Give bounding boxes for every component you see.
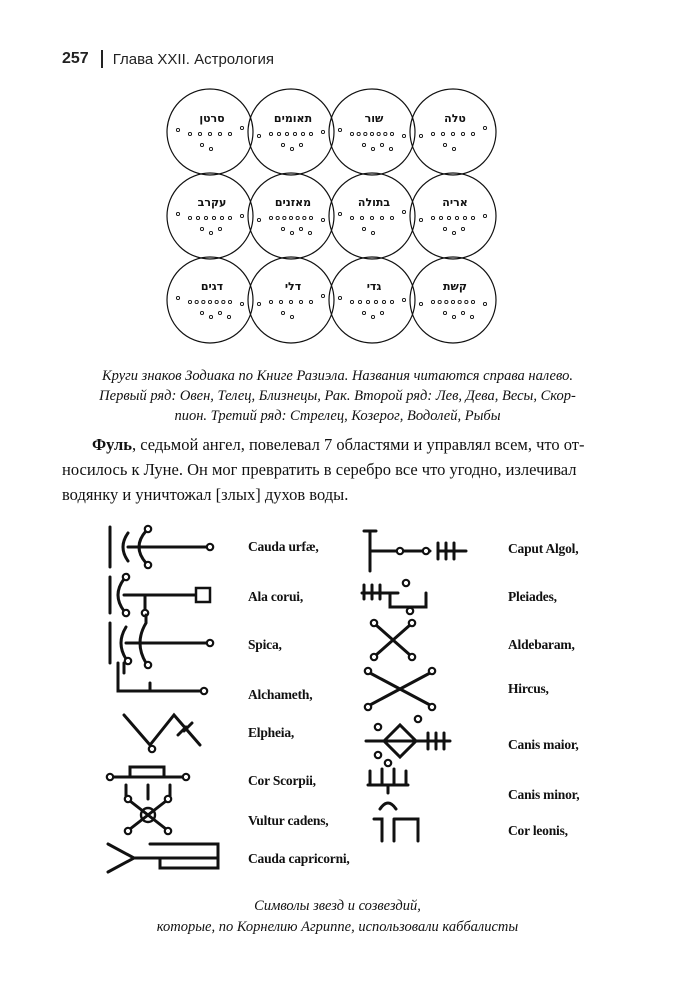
symbol-ring: [125, 796, 131, 802]
zodiac-star-dot: [360, 216, 363, 219]
star-symbol: [362, 580, 426, 614]
zodiac-star-dot: [289, 300, 292, 303]
symbol-stroke: [108, 844, 218, 872]
symbol-ring: [397, 548, 403, 554]
zodiac-star-dot: [371, 315, 374, 318]
zodiac-star-dot: [390, 132, 393, 135]
zodiac-star-dot: [452, 231, 455, 234]
zodiac-sign-circle: [167, 257, 253, 343]
zodiac-star-dot: [371, 231, 374, 234]
zodiac-sign-name: תאומים: [273, 112, 313, 125]
zodiac-sign-name: טלה: [444, 112, 466, 125]
star-symbol: [110, 615, 213, 668]
zodiac-star-dot: [299, 143, 302, 146]
zodiac-star-dot: [240, 214, 243, 217]
star-symbol: [110, 526, 213, 568]
symbol-stroke: [130, 801, 166, 829]
zodiac-star-dot: [362, 143, 365, 146]
zodiac-sign-circle: [329, 257, 415, 343]
symbol-ring: [123, 610, 129, 616]
zodiac-star-dot: [208, 300, 211, 303]
zodiac-star-dot: [218, 227, 221, 230]
symbol-ring: [365, 668, 371, 674]
zodiac-sign-name: גדי: [366, 280, 382, 293]
symbol-stroke: [368, 769, 408, 809]
zodiac-star-dot: [419, 218, 422, 221]
stars-caption: [62, 896, 613, 938]
zodiac-star-dot: [309, 300, 312, 303]
zodiac-star-dot: [198, 132, 201, 135]
zodiac-star-dot: [176, 296, 179, 299]
zodiac-star-dot: [350, 216, 353, 219]
zodiac-star-dot: [220, 216, 223, 219]
zodiac-star-dot: [471, 300, 474, 303]
zodiac-star-dot: [228, 216, 231, 219]
caption-line: Символы звезд и созвездий,: [254, 898, 421, 914]
zodiac-star-dot: [240, 302, 243, 305]
zodiac-star-dot: [374, 300, 377, 303]
zodiac-star-dot: [390, 216, 393, 219]
zodiac-sign-name: מאזנים: [274, 196, 312, 209]
zodiac-sign-circle: [248, 89, 334, 175]
zodiac-star-dot: [452, 147, 455, 150]
zodiac-star-dot: [227, 315, 230, 318]
symbol-ring: [371, 620, 377, 626]
star-symbol: [365, 668, 435, 710]
zodiac-star-dot: [380, 143, 383, 146]
symbol-ring: [207, 640, 213, 646]
zodiac-star-dot: [402, 298, 405, 301]
zodiac-star-dot: [350, 300, 353, 303]
star-name-label: Vultur cadens,: [248, 813, 329, 828]
star-symbols-figure: [90, 515, 570, 885]
paragraph-line: водянку и уничтожал [злых] духов воды.: [62, 485, 349, 504]
zodiac-star-dot: [290, 315, 293, 318]
zodiac-star-dot: [461, 227, 464, 230]
zodiac-sign-name: קשת: [443, 280, 467, 293]
zodiac-star-dot: [218, 132, 221, 135]
star-name-label: Canis minor,: [508, 787, 580, 802]
zodiac-star-dot: [380, 311, 383, 314]
zodiac-star-dot: [443, 227, 446, 230]
symbol-ring: [429, 668, 435, 674]
star-symbol: [125, 796, 171, 834]
zodiac-sign-name: דלי: [284, 280, 302, 293]
zodiac-star-dot: [380, 216, 383, 219]
zodiac-star-dot: [301, 132, 304, 135]
paragraph-text: , седьмой ангел, повелевал 7 областями и управлял всем, что от-: [132, 435, 585, 454]
zodiac-star-dot: [389, 147, 392, 150]
symbol-stroke: [376, 625, 410, 655]
symbol-ring: [365, 704, 371, 710]
chapter-title: Глава XXII. Астрология: [112, 50, 275, 68]
zodiac-star-dot: [277, 132, 280, 135]
zodiac-star-dot: [285, 132, 288, 135]
zodiac-star-dot: [222, 300, 225, 303]
star-symbol: [374, 819, 418, 841]
zodiac-star-dot: [402, 210, 405, 213]
zodiac-star-dot: [431, 216, 434, 219]
zodiac-star-dot: [321, 130, 324, 133]
zodiac-star-dot: [382, 300, 385, 303]
zodiac-star-dot: [257, 134, 260, 137]
zodiac-star-dot: [461, 311, 464, 314]
zodiac-star-dot: [370, 132, 373, 135]
symbol-ring: [429, 704, 435, 710]
angel-name: Фуль: [92, 435, 132, 454]
zodiac-star-dot: [370, 216, 373, 219]
zodiac-star-dot: [200, 227, 203, 230]
zodiac-star-dot: [269, 216, 272, 219]
symbol-ring: [409, 620, 415, 626]
body-paragraph: [62, 432, 617, 507]
zodiac-star-dot: [431, 132, 434, 135]
zodiac-sign-circle: [248, 173, 334, 259]
symbol-stroke: [118, 663, 202, 691]
symbol-box: [196, 588, 210, 602]
zodiac-star-dot: [209, 147, 212, 150]
zodiac-sign-circle: [248, 257, 334, 343]
symbol-ring: [375, 724, 381, 730]
zodiac-sign-circle: [167, 89, 253, 175]
zodiac-star-dot: [358, 300, 361, 303]
star-name-label: Cauda urfæ,: [248, 539, 319, 554]
zodiac-star-dot: [257, 218, 260, 221]
zodiac-star-dot: [419, 302, 422, 305]
zodiac-star-dot: [279, 300, 282, 303]
zodiac-star-dot: [200, 311, 203, 314]
zodiac-circles-figure: [160, 80, 515, 355]
symbol-ring: [125, 828, 131, 834]
symbol-ring: [415, 716, 421, 722]
zodiac-star-dot: [299, 227, 302, 230]
zodiac-star-dot: [289, 216, 292, 219]
zodiac-star-dot: [200, 143, 203, 146]
zodiac-star-dot: [461, 132, 464, 135]
zodiac-star-dot: [458, 300, 461, 303]
star-name-label: Canis maior,: [508, 737, 579, 752]
star-name-label: Hircus,: [508, 681, 549, 696]
star-name-label: Cor Scorpii,: [248, 773, 316, 788]
zodiac-star-dot: [338, 212, 341, 215]
symbol-ring: [385, 760, 391, 766]
zodiac-star-dot: [212, 216, 215, 219]
star-name-label: Cor leonis,: [508, 823, 568, 838]
zodiac-star-dot: [390, 300, 393, 303]
zodiac-star-dot: [308, 231, 311, 234]
zodiac-star-dot: [377, 132, 380, 135]
symbol-stroke: [110, 615, 208, 663]
star-name-label: Caput Algol,: [508, 541, 579, 556]
zodiac-star-dot: [257, 302, 260, 305]
symbol-ring: [403, 580, 409, 586]
symbol-ring: [407, 608, 413, 614]
symbol-ring: [107, 774, 113, 780]
zodiac-star-dot: [196, 216, 199, 219]
zodiac-sign-name: עקרב: [197, 196, 227, 209]
zodiac-star-dot: [299, 300, 302, 303]
zodiac-star-dot: [439, 216, 442, 219]
symbol-ring: [165, 828, 171, 834]
symbol-ring: [207, 544, 213, 550]
symbol-ring: [145, 662, 151, 668]
caption-line: которые, по Корнелию Агриппе, использовали каббалисты: [156, 919, 519, 935]
zodiac-star-dot: [350, 132, 353, 135]
zodiac-star-dot: [483, 214, 486, 217]
paragraph-line: носилось к Луне. Он мог превратить в серебро все что угодно, излечивал: [62, 460, 577, 479]
star-symbol: [364, 531, 466, 571]
zodiac-star-dot: [228, 300, 231, 303]
zodiac-star-dot: [338, 296, 341, 299]
zodiac-star-dot: [362, 311, 365, 314]
zodiac-star-dot: [209, 315, 212, 318]
zodiac-star-dot: [176, 128, 179, 131]
symbol-stroke: [110, 527, 208, 567]
zodiac-star-dot: [445, 300, 448, 303]
zodiac-star-dot: [309, 216, 312, 219]
zodiac-star-dot: [470, 315, 473, 318]
star-name-label: Aldebaram,: [508, 637, 575, 652]
zodiac-sign-circle: [410, 173, 496, 259]
symbol-stroke: [364, 531, 466, 571]
zodiac-star-dot: [209, 231, 212, 234]
zodiac-sign-name: דגים: [200, 280, 224, 293]
zodiac-star-dot: [218, 311, 221, 314]
zodiac-sign-circle: [410, 89, 496, 175]
zodiac-star-dot: [443, 311, 446, 314]
zodiac-star-dot: [443, 143, 446, 146]
zodiac-star-dot: [195, 300, 198, 303]
symbol-ring: [145, 526, 151, 532]
symbol-ring: [165, 796, 171, 802]
zodiac-star-dot: [303, 216, 306, 219]
symbol-ring: [371, 654, 377, 660]
zodiac-star-dot: [338, 128, 341, 131]
zodiac-star-dot: [465, 300, 468, 303]
zodiac-star-dot: [451, 132, 454, 135]
page-number: 257: [62, 50, 89, 67]
running-header: [62, 47, 274, 71]
symbol-stroke: [370, 673, 430, 705]
star-symbol: [108, 844, 218, 872]
zodiac-star-dot: [321, 294, 324, 297]
zodiac-star-dot: [228, 132, 231, 135]
zodiac-star-dot: [371, 147, 374, 150]
zodiac-star-dot: [402, 134, 405, 137]
star-symbol: [366, 716, 450, 758]
zodiac-star-dot: [188, 216, 191, 219]
star-symbol: [118, 663, 207, 694]
zodiac-star-dot: [204, 216, 207, 219]
zodiac-sign-name: בתולה: [357, 196, 391, 209]
zodiac-star-dot: [366, 300, 369, 303]
zodiac-star-dot: [483, 126, 486, 129]
symbol-ring: [123, 574, 129, 580]
zodiac-star-dot: [176, 212, 179, 215]
symbol-stroke: [110, 577, 195, 613]
star-name-label: Cauda capricorni,: [248, 851, 350, 866]
symbol-ring: [149, 746, 155, 752]
paragraph-line: [62, 432, 617, 457]
zodiac-star-dot: [240, 126, 243, 129]
zodiac-star-dot: [281, 227, 284, 230]
zodiac-star-dot: [483, 302, 486, 305]
zodiac-sign-name: אריה: [442, 196, 468, 209]
symbol-stroke: [114, 767, 182, 799]
star-symbol: [124, 715, 200, 752]
zodiac-sign-circle: [410, 257, 496, 343]
zodiac-star-dot: [269, 132, 272, 135]
symbol-ring: [409, 654, 415, 660]
zodiac-star-dot: [364, 132, 367, 135]
symbol-ring: [145, 562, 151, 568]
star-name-label: Spica,: [248, 637, 282, 652]
zodiac-sign-name: סרטן: [199, 112, 225, 125]
zodiac-star-dot: [283, 216, 286, 219]
zodiac-star-dot: [202, 300, 205, 303]
zodiac-star-dot: [188, 132, 191, 135]
zodiac-star-dot: [447, 216, 450, 219]
zodiac-caption: [62, 366, 613, 426]
star-name-label: Pleiades,: [508, 589, 557, 604]
zodiac-star-dot: [463, 216, 466, 219]
star-symbol: [368, 760, 408, 809]
star-symbol: [371, 620, 415, 660]
header-divider: [101, 50, 103, 68]
zodiac-star-dot: [269, 300, 272, 303]
zodiac-star-dot: [431, 300, 434, 303]
caption-line: пион. Третий ряд: Стрелец, Козерог, Водолей, Рыбы: [174, 408, 501, 424]
zodiac-star-dot: [471, 132, 474, 135]
star-symbol: [110, 574, 210, 616]
zodiac-star-dot: [309, 132, 312, 135]
symbol-ring: [201, 688, 207, 694]
zodiac-star-dot: [438, 300, 441, 303]
zodiac-star-dot: [362, 227, 365, 230]
zodiac-star-dot: [215, 300, 218, 303]
zodiac-sign-name: שור: [364, 112, 384, 125]
symbol-stroke: [362, 585, 426, 607]
zodiac-star-dot: [281, 143, 284, 146]
zodiac-star-dot: [357, 132, 360, 135]
zodiac-star-dot: [276, 216, 279, 219]
zodiac-star-dot: [321, 218, 324, 221]
symbol-stroke: [124, 715, 200, 745]
zodiac-star-dot: [451, 300, 454, 303]
zodiac-star-dot: [208, 132, 211, 135]
star-name-label: Alchameth,: [248, 687, 313, 702]
star-name-label: Elpheia,: [248, 725, 295, 740]
zodiac-sign-circle: [329, 173, 415, 259]
caption-line: Первый ряд: Овен, Телец, Близнецы, Рак. Второй ряд: Лев, Дева, Весы, Скор-: [99, 388, 576, 404]
zodiac-star-dot: [419, 134, 422, 137]
symbol-ring: [423, 548, 429, 554]
zodiac-star-dot: [296, 216, 299, 219]
zodiac-star-dot: [455, 216, 458, 219]
zodiac-star-dot: [290, 231, 293, 234]
zodiac-star-dot: [293, 132, 296, 135]
zodiac-star-dot: [290, 147, 293, 150]
zodiac-star-dot: [441, 132, 444, 135]
zodiac-star-dot: [188, 300, 191, 303]
symbol-stroke: [374, 819, 418, 841]
zodiac-sign-circle: [329, 89, 415, 175]
symbol-ring: [375, 752, 381, 758]
zodiac-sign-circle: [167, 173, 253, 259]
star-symbol: [107, 767, 189, 799]
zodiac-star-dot: [471, 216, 474, 219]
zodiac-star-dot: [452, 315, 455, 318]
zodiac-star-dot: [384, 132, 387, 135]
star-name-label: Ala corui,: [248, 589, 303, 604]
symbol-ring: [125, 658, 131, 664]
caption-line: Круги знаков Зодиака по Книге Разиэла. Названия читаются справа налево.: [102, 368, 573, 384]
symbol-ring: [183, 774, 189, 780]
zodiac-star-dot: [281, 311, 284, 314]
